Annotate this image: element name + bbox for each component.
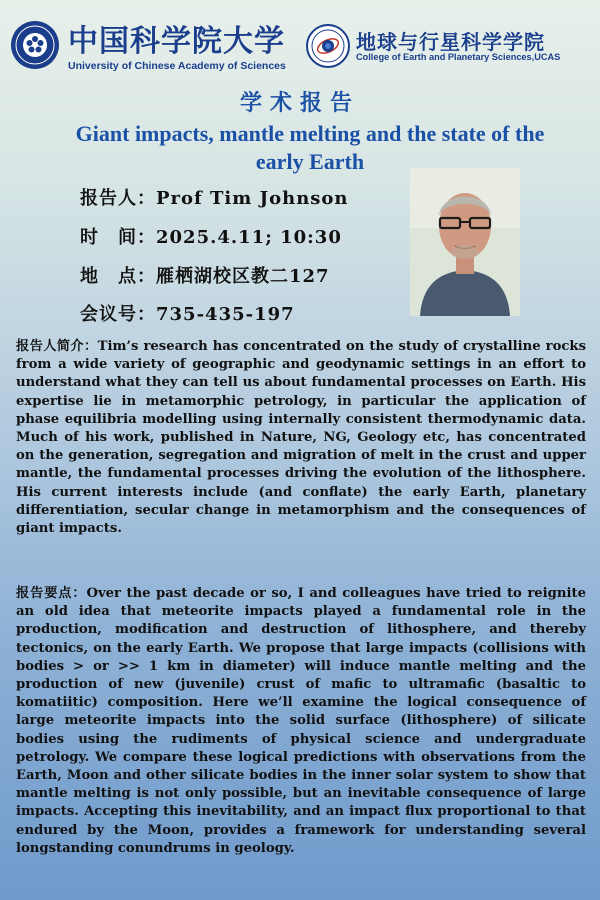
place-row [80,262,400,288]
college-name-cn: 地球与行星科学学院 [356,30,545,54]
meeting-label: 会议号： [80,304,156,325]
speaker-photo [410,168,520,316]
bio-text: Tim’s research has concentrated on the study of crystalline rocks from a wide variety of geographic and geodynamic settings in an effort to understand what they can tell us about fundamental processes on Earth. His expertise lie in metamorphic petrology, in particular the application of phase equilibria modelling using internally consistent thermodynamic data. Much of his work, published in Nature, NG, Geology etc, has concentrated on the generation, segregation and migration of melt in the crust and upper mantle, the fundamental processes driving the evolution of the lithosphere. His current interests include (and conflate) the early Earth, planetary differentiation, secular change in metamorphism and the consequences of giant impacts. [16,339,586,537]
bio-label: 报告人简介： [16,339,98,354]
speaker-name: Prof Tim Johnson [156,188,349,209]
talk-abstract [16,585,586,858]
time-row [80,223,400,249]
meeting-row [80,300,400,326]
time-value: 2025.4.11; 10:30 [156,227,342,248]
place-label: 地 点： [80,266,156,287]
ucas-name-cn: 中国科学院大学 [68,24,285,59]
ucas-name-en: University of Chinese Academy of Sciences [68,60,286,72]
talk-title: Giant impacts, mantle melting and the state of the early Earth [75,121,545,174]
time-label: 时 间： [80,227,156,248]
abstract-label: 报告要点： [16,586,87,601]
college-logo [306,24,350,68]
place-value: 雁栖湖校区教二127 [156,266,330,287]
speaker-label: 报告人： [80,188,156,209]
report-heading: 学术报告 [239,91,360,116]
speaker-bio [16,338,586,538]
college-name-en: College of Earth and Planetary Sciences,UCAS [356,52,561,62]
meeting-id: 735-435-197 [156,304,295,325]
speaker-row [80,184,400,210]
abstract-text: Over the past decade or so, I and colleagues have tried to reignite an old idea that meteorite impacts played a fundamental role in the production, modification and destruction of lithosphere, and thereby tectonics, on the early Earth. We propose that large impacts (collisions with bodies > or >> 1 km in diameter) will induce mantle melting and the production of new (juvenile) crust of mafic to ultramafic (basaltic to komatiitic) composition. Here we’ll examine the logical consequence of large meteorite impacts into the solid surface (lithosphere) of silicate bodies using the rudiments of physical science and undergraduate petrology. We compare these logical predictions with observations from the Earth, Moon and other silicate bodies in the inner solar system to show that mantle melting is not only possible, but an inevitable consequence of large impacts. Accepting this inevitability, and an impact flux proportional to that endured by the Moon, provides a framework for understanding several longstanding conundrums in geology. [16,586,586,856]
ucas-logo [10,20,60,70]
